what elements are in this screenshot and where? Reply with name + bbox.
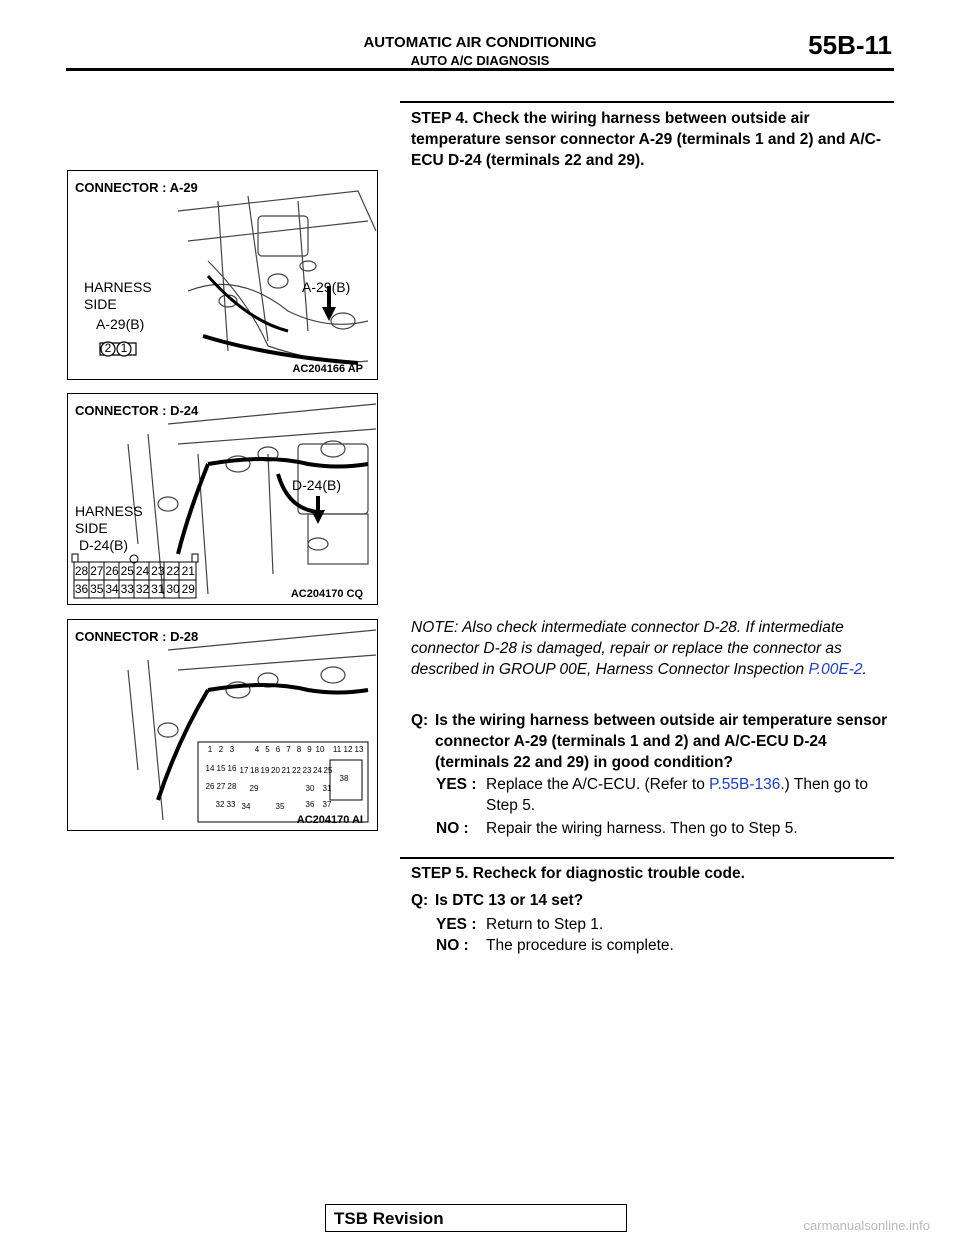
pin-number: 30 <box>305 784 315 793</box>
pin-number: 35 <box>275 802 285 811</box>
figure-caption: CONNECTOR : D-24 <box>75 403 199 418</box>
pin-number: 26 <box>105 564 119 578</box>
harness-side-label: HARNESS SIDE <box>75 503 143 536</box>
watermark: carmanualsonline.info <box>803 1218 930 1233</box>
pin-number: 23 <box>302 766 312 775</box>
pin-number: 20 <box>271 766 280 775</box>
note-link[interactable]: P.00E-2 <box>808 661 863 678</box>
pin-number: 24 <box>313 766 322 775</box>
pin-number: 29 <box>181 582 195 596</box>
header-rule <box>66 68 894 71</box>
pin-number: 3 <box>229 745 235 754</box>
pin-number: 34 <box>241 802 251 811</box>
step4-yes <box>436 774 896 816</box>
question-text: Is the wiring harness between outside air temperature sensor connector A-29 (terminals 1 and 2) and A/C-ECU D-24 (terminals 22 and 29) in good condition? <box>435 712 888 771</box>
pin-number: 25 <box>120 564 134 578</box>
figure-d28-drawing <box>68 620 377 830</box>
pin-number: 7 <box>286 745 291 754</box>
pin-number: 27 <box>216 782 226 791</box>
pin-number: 38 <box>339 774 349 783</box>
pin-number: 16 <box>227 764 237 773</box>
step-rule <box>400 857 894 859</box>
connector-label: D-24(B) <box>79 537 129 553</box>
pin-number: 33 <box>120 582 134 596</box>
question-key: Q: <box>411 892 429 909</box>
header-title: AUTOMATIC AIR CONDITIONING <box>363 34 597 51</box>
step4-note <box>411 617 896 680</box>
step-rule <box>400 101 894 103</box>
pin-number: 2 <box>218 745 224 754</box>
no-key: NO : <box>436 937 469 954</box>
pin-number: 25 <box>323 766 333 775</box>
pin-number: 30 <box>166 582 180 596</box>
pin-number: 37 <box>322 800 332 809</box>
pin-number: 1 <box>120 341 128 355</box>
pin-number: 26 <box>205 782 215 791</box>
question-key: Q: <box>411 712 429 729</box>
pin-number: 28 <box>74 564 89 578</box>
pin-number: 19 <box>260 766 270 775</box>
pin-number: 21 <box>181 564 195 578</box>
pin-number: 32 <box>215 800 225 809</box>
pin-number: 36 <box>305 800 315 809</box>
pin-number: 23 <box>151 564 165 578</box>
pin-number: 4 <box>254 745 260 754</box>
step5-question <box>411 890 896 911</box>
header-subtitle: AUTO A/C DIAGNOSIS <box>410 53 550 68</box>
figure-code: AC204166 AP <box>292 363 363 375</box>
connector-label: A-29(B) <box>96 316 145 332</box>
pin-number: 27 <box>90 564 104 578</box>
figure-code: AC204170 CQ <box>290 588 363 600</box>
figure-caption: CONNECTOR : D-28 <box>75 629 199 644</box>
yes-link[interactable]: P.55B-136 <box>709 776 781 793</box>
pin-number: 1 <box>207 745 213 754</box>
figure-connector-d24 <box>67 393 378 605</box>
pin-number: 17 <box>239 766 249 775</box>
yes-text: Return to Step 1. <box>486 916 604 933</box>
pin-number: 22 <box>166 564 180 578</box>
no-key: NO : <box>436 820 469 837</box>
pin-number: 5 <box>265 745 270 754</box>
note-text: NOTE: Also check intermediate connector D-28. If intermediate connector D-28 is damaged, repair or replace the connector as described in GROUP 00E, Harness Connector Inspection <box>411 619 844 678</box>
no-text: Repair the wiring harness. Then go to Step 5. <box>486 820 798 837</box>
pin-number: 28 <box>227 782 237 791</box>
pin-number: 33 <box>226 800 236 809</box>
pin-number: 13 <box>354 745 364 754</box>
pin-number: 24 <box>135 564 150 578</box>
figure-code: AC204170 AI <box>296 814 363 826</box>
harness-side-label: HARNESS SIDE <box>84 279 152 312</box>
pin-number: 14 <box>205 764 215 773</box>
pin-number: 12 <box>343 745 353 754</box>
pin-number: 11 <box>332 745 342 754</box>
pin-number: 15 <box>216 764 226 773</box>
pointer-label: A-29(B) <box>302 279 351 295</box>
pin-number: 35 <box>90 582 104 596</box>
yes-text-a: Replace the A/C-ECU. (Refer to <box>486 776 710 793</box>
tsb-revision-box: TSB Revision <box>325 1204 627 1232</box>
pin-number: 10 <box>315 745 325 754</box>
pin-number: 31 <box>322 784 332 793</box>
step4-question <box>411 710 896 773</box>
figure-connector-a29 <box>67 170 378 380</box>
pin-number: 34 <box>105 582 119 596</box>
pointer-label: D-24(B) <box>292 477 342 493</box>
step5-heading: STEP 5. Recheck for diagnostic trouble code. <box>411 865 745 882</box>
figure-caption: CONNECTOR : A-29 <box>75 180 198 195</box>
question-text: Is DTC 13 or 14 set? <box>435 892 584 909</box>
pin-number: 22 <box>292 766 301 775</box>
step5-no <box>436 935 896 956</box>
yes-text-b: .) Then go to Step 5. <box>486 776 868 814</box>
pin-number: 29 <box>249 784 259 793</box>
no-text: The procedure is complete. <box>486 937 674 954</box>
pin-number: 36 <box>74 582 89 596</box>
pin-number: 31 <box>151 582 165 596</box>
pin-number: 9 <box>307 745 312 754</box>
page-number: 55B-11 <box>808 30 892 60</box>
note-end: . <box>862 661 867 678</box>
yes-key: YES : <box>436 916 477 933</box>
step5-yes <box>436 914 896 935</box>
pin-number: 32 <box>135 582 150 596</box>
step4-heading: STEP 4. Check the wiring harness between outside air temperature sensor connector A-29 (terminals 1 and 2) and A/C-ECU D-24 (terminals 22 and 29). <box>411 110 881 169</box>
pin-number: 21 <box>281 766 291 775</box>
pin-number: 2 <box>104 341 112 355</box>
step4-no <box>436 818 896 839</box>
figure-connector-d28 <box>67 619 378 831</box>
yes-key: YES : <box>436 776 477 793</box>
pin-number: 6 <box>275 745 281 754</box>
pin-number: 8 <box>296 745 302 754</box>
pin-number: 18 <box>250 766 259 775</box>
